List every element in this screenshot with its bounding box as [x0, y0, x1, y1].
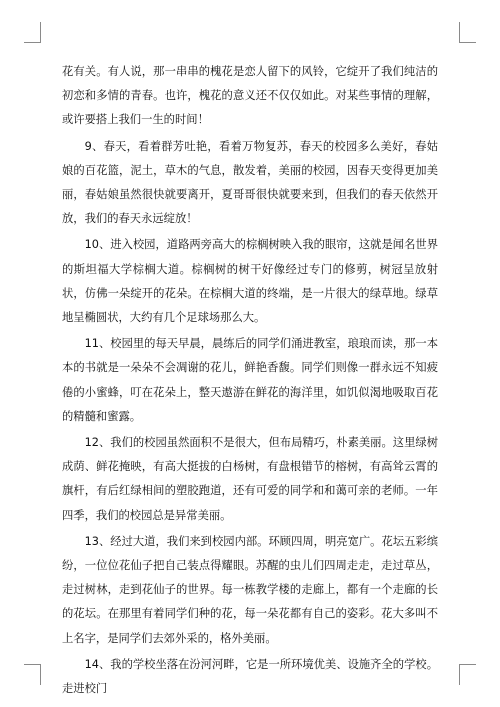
- paragraph-9: 9、春天，看着群芳吐艳，看着万物复苏，春天的校园多么美好，春姑娘的百花篮，泥土，草木的气息，散发着，美丽的校园，因春天变得更加美丽，春姑娘虽然很快就要离开，夏哥哥很快就要来到，但我们的春天依然开放，我们的春天永远绽放！: [62, 139, 438, 226]
- crop-mark-bottom-left: [24, 664, 41, 685]
- crop-mark-bottom-right: [459, 664, 476, 685]
- paragraph-continuation: 花有关。有人说，那一串串的槐花是恋人留下的风铃，它绽开了我们纯洁的初恋和多情的青春。也许，槐花的意义还不仅仅如此。对某些事情的理解，或许要搭上我们一生的时间！: [62, 65, 438, 127]
- document-body: [62, 60, 438, 703]
- paragraph-11: 11、校园里的每天早晨，晨练后的同学们涌进教室，琅琅而读，那一本本的书就是一朵朵不会凋谢的花儿，鲜艳香馥。同学们则像一群永远不知疲倦的小蜜蜂，叮在花朵上，整天遨游在鲜花的海洋里，如饥似渴地吸取百花的精髓和蜜露。: [62, 337, 438, 423]
- paragraph-14: 14、我的学校坐落在汾河河畔，它是一所环境优美、设施齐全的学校。走进校门: [62, 657, 438, 696]
- crop-mark-top-right: [459, 22, 476, 43]
- paragraph-13: 13、经过大道，我们来到校园内部。环顾四周，明亮宽广。花坛五彩缤纷，一位位花仙子把自己装点得耀眼。苏醒的虫儿们四周走走，走过草丛，走过树林，走到花仙子的世界。每一栋教学楼的走廊上，都有一个走廊的长的花坛。在那里有着同学们种的花，每一朵花都有自己的姿彩。花大多叫不上名字，是同学们去郊外采的，格外美丽。: [62, 534, 438, 645]
- crop-mark-top-left: [24, 22, 41, 43]
- paragraph-10: 10、进入校园，道路两旁高大的棕榈树映入我的眼帘，这就是闻名世界的斯坦福大学棕榈大道。棕榈树的树干好像经过专门的修剪，树冠呈放射状，仿佛一朵绽开的花朵。在棕榈大道的终端，是一片很大的绿草地。绿草地呈椭圆状，大约有几个足球场那么大。: [62, 238, 438, 325]
- paragraph-12: 12、我们的校园虽然面积不是很大，但布局精巧，朴素美丽。这里绿树成荫、鲜花掩映，有高大挺拔的白杨树，有盘根错节的榕树，有高耸云霄的旗杆，有后红绿相间的塑胶跑道，还有可爱的同学和和蔼可亲的老师。一年四季，我们的校园总是异常美丽。: [62, 436, 438, 522]
